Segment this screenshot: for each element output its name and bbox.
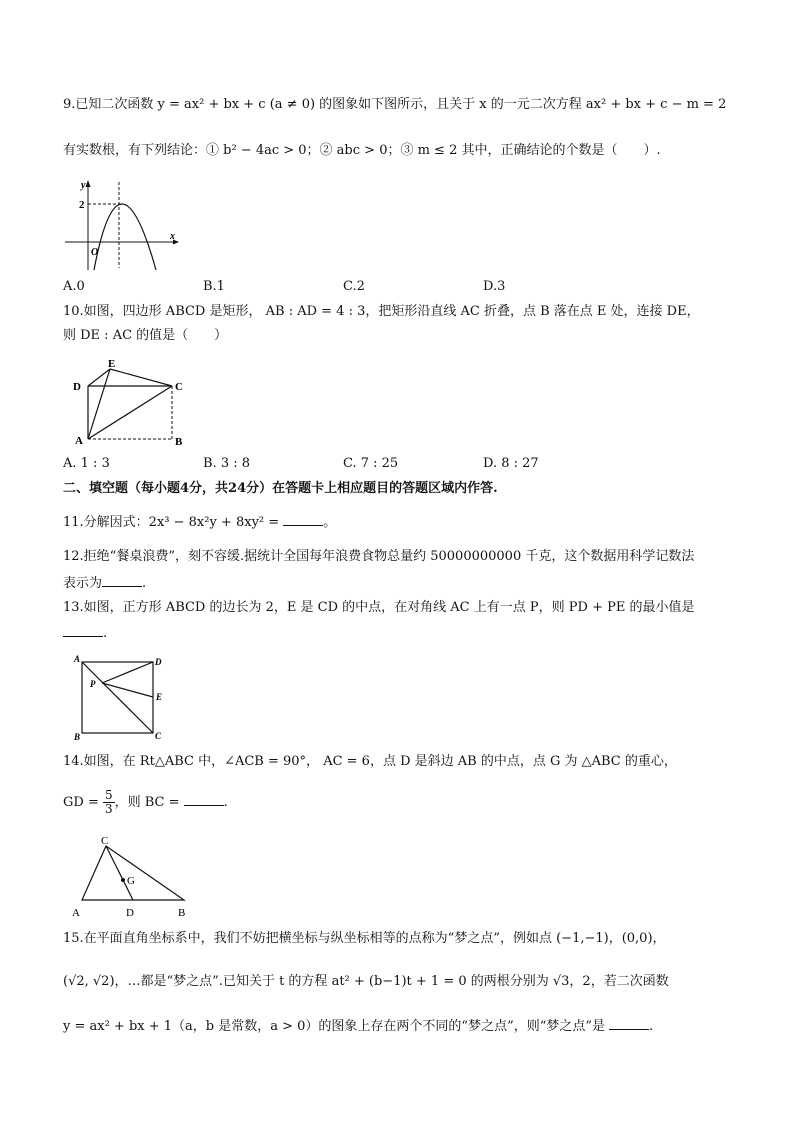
q14-line1: 14.如图，在 Rt△ABC 中，∠ACB = 90°， AC = 6，点 D 是斜边 AB 的中点，点 G 为 △ABC 的重心， bbox=[63, 754, 677, 769]
q14-frac-den: 3 bbox=[104, 802, 113, 816]
q14-frac-num: 5 bbox=[104, 788, 113, 802]
q14-line2 bbox=[63, 789, 228, 816]
q12-line1: 12.拒绝“餐桌浪费”，刻不容缓.据统计全国每年浪费食物总量约 50000000000 千克，这个数据用科学记数法 bbox=[63, 549, 695, 564]
q9-option-b: B.1 bbox=[203, 279, 225, 294]
q10-label-a: A bbox=[75, 435, 83, 447]
q13-label-p: P bbox=[90, 679, 96, 689]
q13-tail: . bbox=[103, 626, 108, 641]
q9-x-label: x bbox=[170, 231, 175, 242]
q10-option-b: B. 3 : 8 bbox=[203, 456, 251, 471]
q13-line1: 13.如图，正方形 ABCD 的边长为 2，E 是 CD 的中点，在对角线 AC 上有一点 P，则 PD + PE 的最小值是 bbox=[63, 600, 695, 615]
q10-option-c: C. 7 : 25 bbox=[343, 456, 399, 471]
q10-label-e: E bbox=[108, 358, 116, 370]
q11-tail: 。 bbox=[323, 515, 337, 530]
q13-label-a: A bbox=[74, 654, 81, 664]
q10-rectangle-figure bbox=[70, 356, 195, 448]
q10-line1: 10.如图，四边形 ABCD 是矩形， AB : AD = 4 : 3，把矩形沿直线 AC 折叠，点 B 落在点 E 处，连接 DE， bbox=[63, 304, 700, 319]
q13-line2 bbox=[63, 624, 107, 643]
q13-answer-blank[interactable] bbox=[63, 624, 103, 637]
q14-gd-prefix: GD = bbox=[63, 795, 99, 810]
q11-text: 11.分解因式：2x³ − 8x²y + 8xy² = bbox=[63, 515, 280, 530]
q13-label-b: B bbox=[74, 732, 81, 742]
q9-option-c: C.2 bbox=[343, 279, 365, 294]
q9-tick-label: 2 bbox=[79, 199, 85, 211]
q10-label-b: B bbox=[175, 436, 183, 448]
q15-line3 bbox=[63, 1017, 653, 1036]
q12-line2 bbox=[63, 574, 146, 593]
q14-label-a: A bbox=[72, 907, 80, 919]
q9-option-a: A.0 bbox=[63, 279, 85, 294]
q14-rest: ，则 BC = bbox=[114, 795, 180, 810]
q10-label-c: C bbox=[175, 381, 183, 393]
q10-label-d: D bbox=[73, 381, 81, 393]
q13-label-e: E bbox=[156, 692, 163, 702]
q15-line1: 15.在平面直角坐标系中，我们不妨把横坐标与纵坐标相等的点称为“梦之点”，例如点 (−1,−1)，(0,0)， bbox=[63, 931, 666, 946]
q10-line2: 则 DE : AC 的值是（ ） bbox=[63, 328, 228, 343]
q9-origin-label: O bbox=[91, 247, 99, 258]
section2-heading: 二、填空题（每小题4分，共24分）在答题卡上相应题目的答题区域内作答. bbox=[63, 481, 498, 496]
q14-label-d: D bbox=[126, 907, 134, 919]
q14-tail: . bbox=[223, 795, 228, 810]
q15-answer-blank[interactable] bbox=[609, 1017, 649, 1030]
q9-y-label: y bbox=[81, 180, 86, 191]
q12-tail: . bbox=[142, 576, 147, 591]
q9-line2: 有实数根，有下列结论：① b² − 4ac > 0；② abc > 0；③ m ≤ 2 其中，正确结论的个数是（ ）. bbox=[63, 143, 661, 158]
q10-option-d: D. 8 : 27 bbox=[483, 456, 539, 471]
q14-answer-blank[interactable] bbox=[184, 793, 224, 806]
q11-answer-blank[interactable] bbox=[283, 513, 323, 526]
q15-text: y = ax² + bx + 1（a，b 是常数，a > 0）的图象上存在两个不同的“梦之点”，则“梦之点”是 bbox=[63, 1019, 606, 1034]
q12-text: 表示为 bbox=[63, 576, 103, 591]
q9-parabola-graph bbox=[63, 176, 183, 272]
q15-tail: . bbox=[649, 1019, 654, 1034]
q15-line2: (√2, √2)，…都是“梦之点”.已知关于 t 的方程 at² + (b−1)t + 1 = 0 的两根分别为 √3，2，若二次函数 bbox=[63, 974, 669, 989]
q14-label-g: G bbox=[127, 875, 135, 887]
q14-triangle-figure bbox=[64, 836, 194, 920]
q14-label-c: C bbox=[101, 835, 109, 847]
q14-fraction bbox=[103, 789, 115, 816]
q12-answer-blank[interactable] bbox=[102, 574, 142, 587]
q9-option-d: D.3 bbox=[483, 279, 506, 294]
q13-square-figure bbox=[70, 656, 165, 742]
q14-label-b: B bbox=[178, 907, 186, 919]
q10-option-a: A. 1 : 3 bbox=[63, 456, 110, 471]
q9-line1: 9.已知二次函数 y = ax² + bx + c (a ≠ 0) 的图象如下图所示，且关于 x 的一元二次方程 ax² + bx + c − m = 2 bbox=[63, 97, 727, 112]
q13-label-c: C bbox=[155, 731, 162, 741]
q11-line bbox=[63, 513, 336, 532]
q13-label-d: D bbox=[155, 657, 162, 667]
